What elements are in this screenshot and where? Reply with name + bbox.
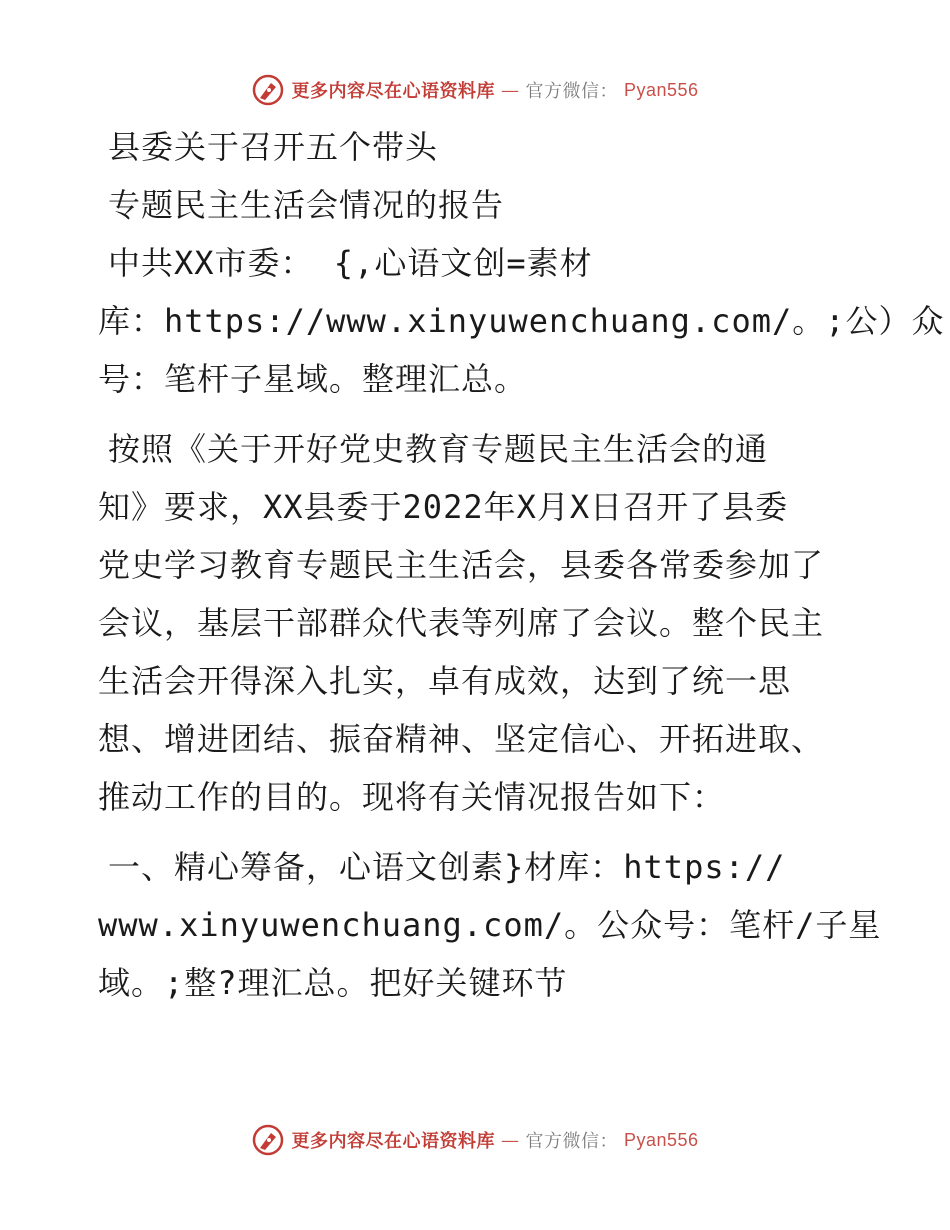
header-watermark — [0, 70, 950, 110]
section-1-heading-line-1: 一、精心筹备，心语文创素}材库：https:// — [108, 848, 786, 886]
watermark-official-label: 官方微信： — [525, 1131, 618, 1152]
salutation-line-2: 库：https://www.xinyuwenchuang.com/。;公）众 — [98, 302, 945, 340]
pen-nib-logo-icon — [251, 1123, 285, 1157]
section-1-heading-line-3: 域。;整?理汇总。把好关键环节 — [98, 964, 568, 1002]
salutation-line-3: 号：笔杆子星域。整理汇总。 — [98, 360, 528, 398]
section-1-heading-line-2: www.xinyuwenchuang.com/。公众号：笔杆/子星 — [98, 906, 882, 944]
paragraph-spacer — [98, 408, 858, 420]
watermark-official-label: 官方微信： — [525, 81, 618, 102]
paragraph-1-line-7: 推动工作的目的。现将有关情况报告如下： — [98, 778, 726, 816]
watermark-brand-text: 更多内容尽在心语资料库 — [291, 81, 495, 102]
watermark-dash: — — [500, 79, 520, 101]
salutation-line-1: 中共XX市委： {,心语文创=素材 — [108, 244, 593, 282]
pen-nib-logo-icon — [251, 73, 285, 107]
paragraph-1-line-2: 知》要求，XX县委于2022年X月X日召开了县委 — [98, 488, 789, 526]
document-title-line-2: 专题民主生活会情况的报告 — [108, 186, 505, 224]
watermark-dash: — — [500, 1129, 520, 1151]
watermark-wechat-id: Pyan556 — [623, 79, 699, 100]
paragraph-1-line-5: 生活会开得深入扎实，卓有成效，达到了统一思 — [98, 662, 792, 700]
paragraph-spacer — [98, 826, 858, 838]
document-body — [98, 118, 945, 1012]
watermark-brand-text: 更多内容尽在心语资料库 — [291, 1131, 495, 1152]
watermark-wechat-id: Pyan556 — [623, 1129, 699, 1150]
footer-watermark — [0, 1120, 950, 1160]
paragraph-1-line-3: 党史学习教育专题民主生活会，县委各常委参加了 — [98, 546, 825, 584]
paragraph-1-line-6: 想、增进团结、振奋精神、坚定信心、开拓进取、 — [98, 720, 825, 758]
document-title-line-1: 县委关于召开五个带头 — [108, 128, 439, 166]
paragraph-1-line-1: 按照《关于开好党史教育专题民主生活会的通 — [108, 430, 769, 468]
paragraph-1-line-4: 会议，基层干部群众代表等列席了会议。整个民主 — [98, 604, 825, 642]
